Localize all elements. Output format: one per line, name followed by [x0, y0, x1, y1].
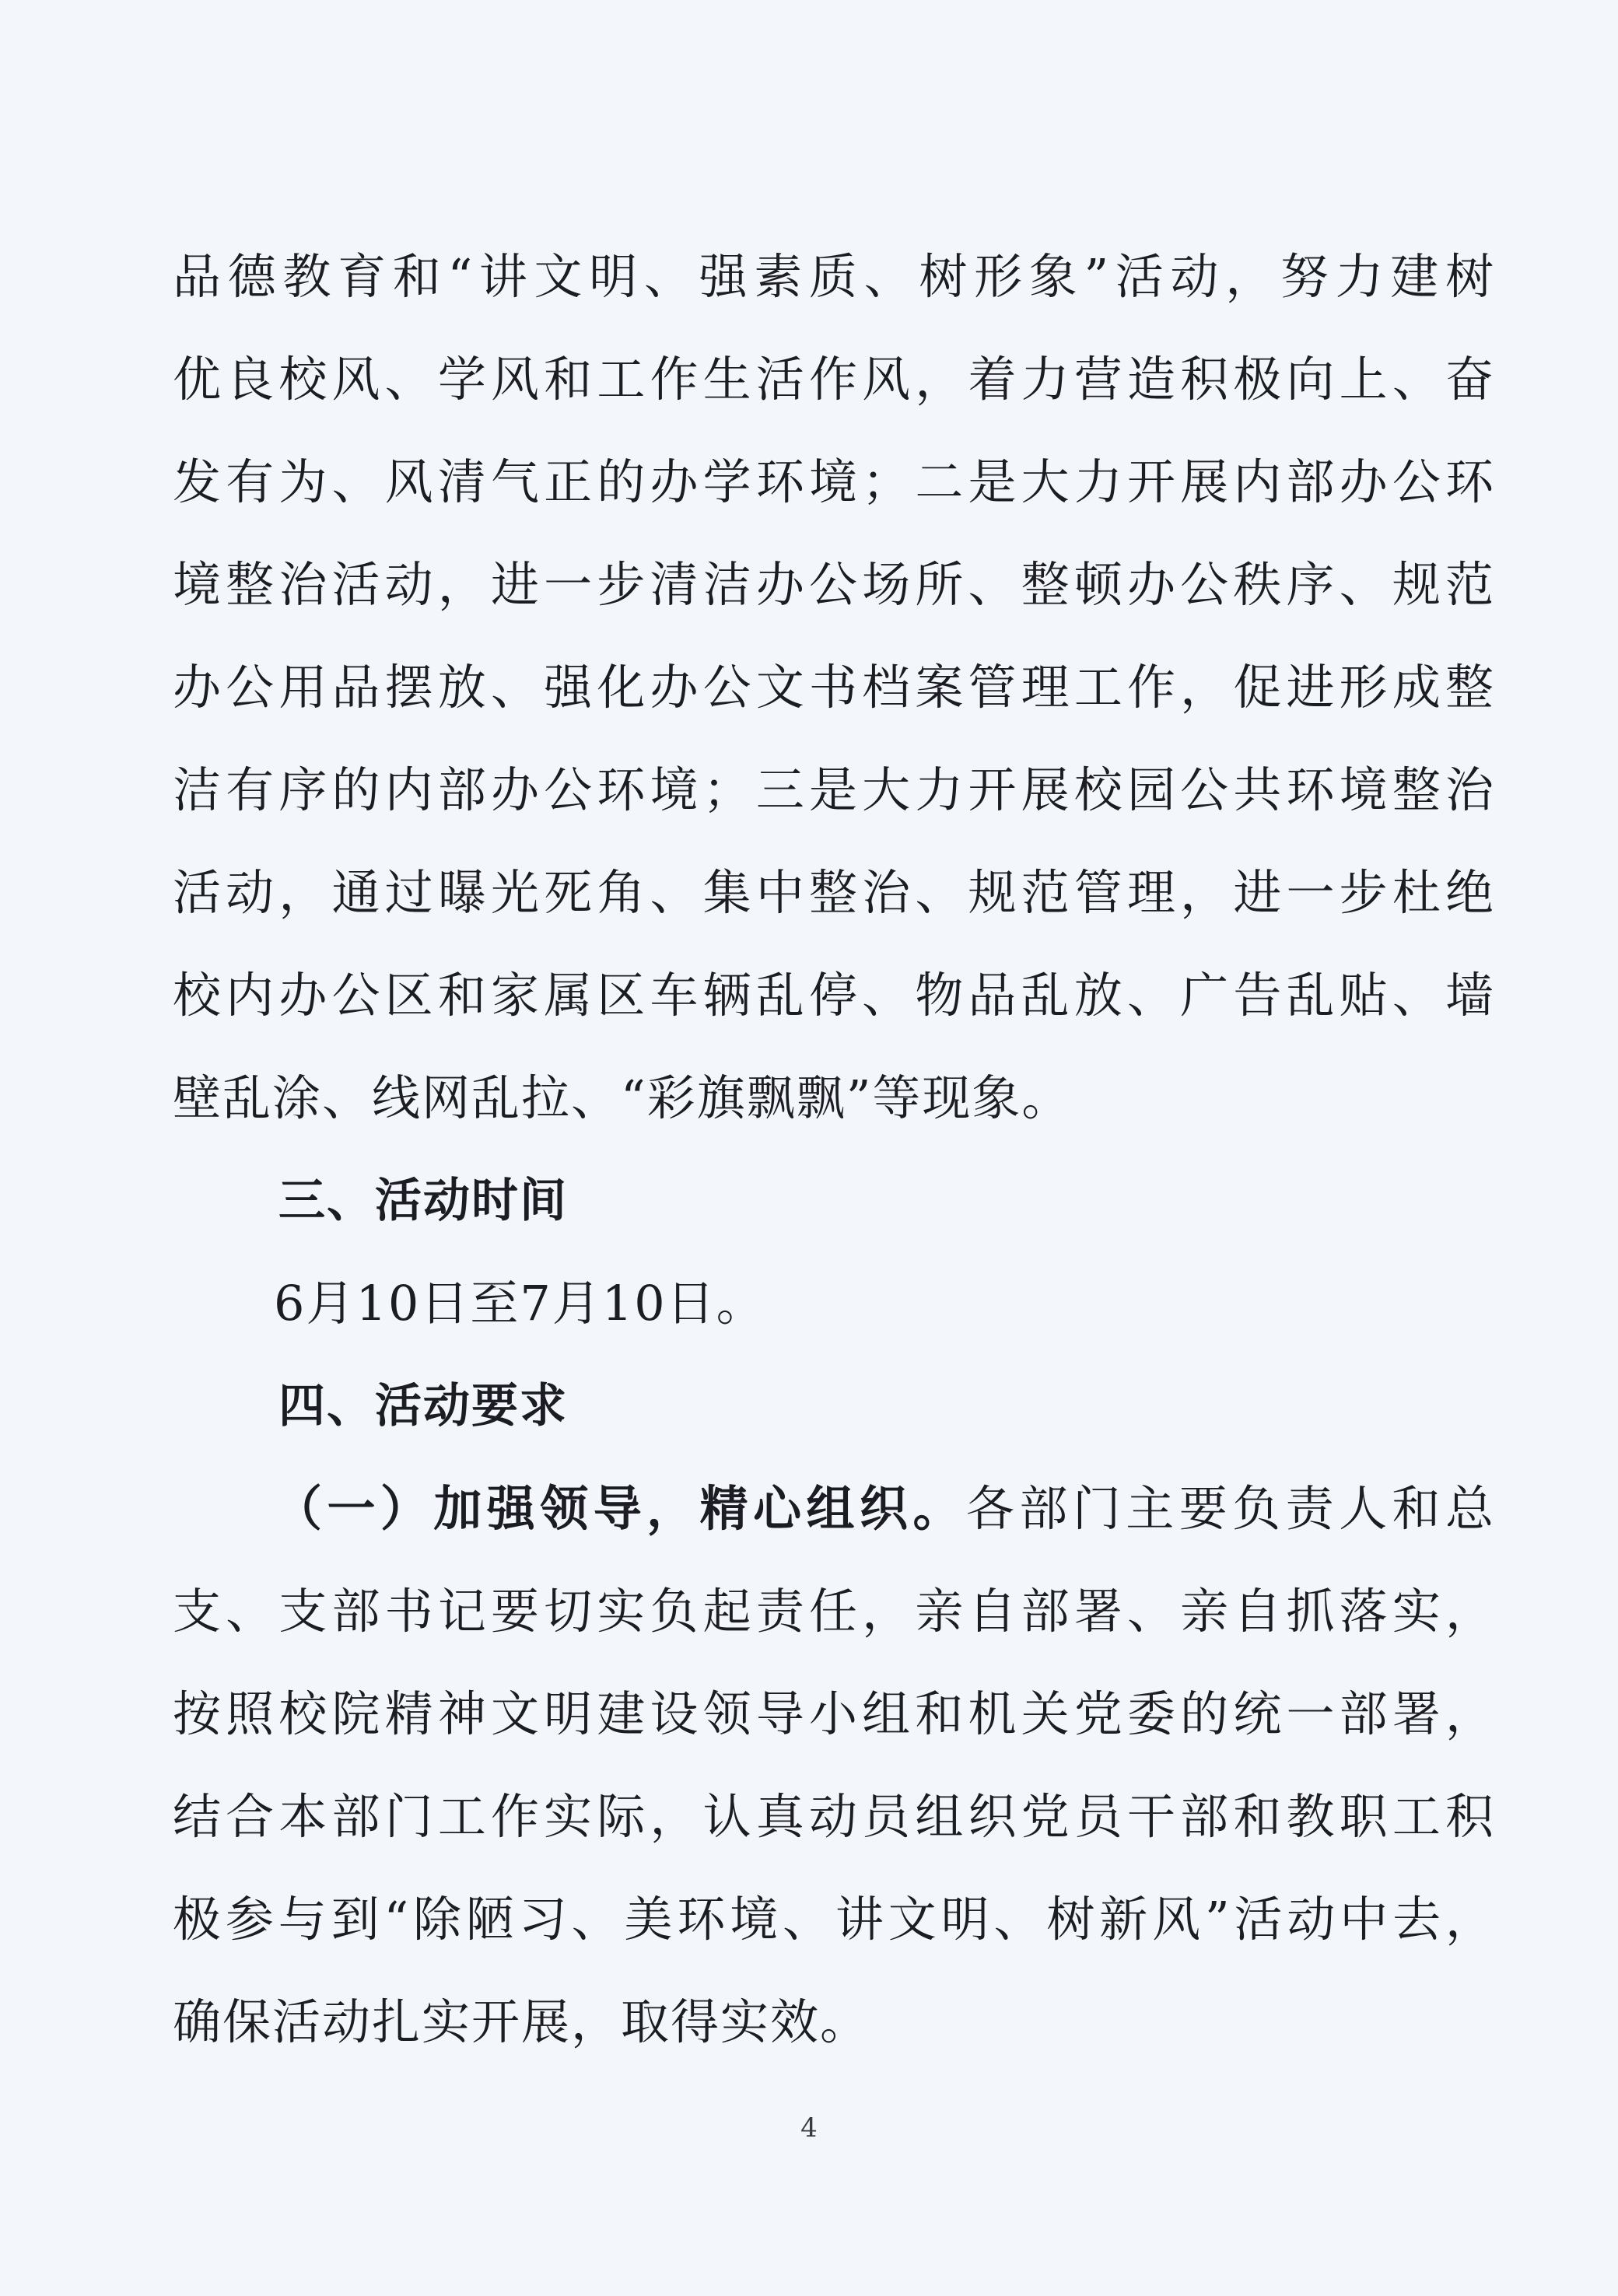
- paragraph-line: 洁有序的内部办公环境；三是大力开展校园公共环境整治: [173, 761, 1495, 818]
- paragraph-line: 结合本部门工作实际，认真动员组织党员干部和教职工积: [173, 1788, 1495, 1845]
- paragraph-line: 按照校院精神文明建设领导小组和机关党委的统一部署，: [173, 1685, 1495, 1742]
- paragraph-line: 品德教育和“讲文明、强素质、树形象”活动，努力建树: [173, 248, 1495, 305]
- paragraph-line: 壁乱涂、线网乱拉、“彩旗飘飘”等现象。: [173, 1069, 1072, 1126]
- section-heading-activity-time: 三、活动时间: [278, 1174, 568, 1228]
- paragraph-line: 活动，通过曝光死角、集中整治、规范管理，进一步杜绝: [173, 864, 1495, 921]
- paragraph-line: 办公用品摆放、强化办公文书档案管理工作，促进形成整: [173, 659, 1495, 716]
- paragraph-line: 校内办公区和家属区车辆乱停、物品乱放、广告乱贴、墙: [173, 967, 1495, 1024]
- document-body: [173, 226, 1495, 2074]
- paragraph-line: 支、支部书记要切实负起责任，亲自部署、亲自抓落实，: [173, 1583, 1495, 1640]
- requirement-1-text: 各部门主要负责人和总: [965, 1480, 1495, 1537]
- requirement-1-first-line: [173, 1458, 1495, 1560]
- paragraph-line: 优良校风、学风和工作生活作风，着力营造积极向上、奋: [173, 351, 1495, 408]
- activity-time-text: 6月10日至7月10日。: [274, 1275, 766, 1332]
- section-heading-activity-requirements: 四、活动要求: [278, 1379, 568, 1433]
- paragraph-line: 确保活动扎实开展，取得实效。: [173, 1993, 870, 2050]
- paragraph-line: 境整治活动，进一步清洁办公场所、整顿办公秩序、规范: [173, 556, 1495, 613]
- paragraph-line: 发有为、风清气正的办学环境；二是大力开展内部办公环: [173, 453, 1495, 510]
- page-number: 4: [800, 2112, 818, 2144]
- paragraph-line: 极参与到“除陋习、美环境、讲文明、树新风”活动中去，: [173, 1891, 1495, 1948]
- requirement-1-title: （一）加强领导，精心组织。: [274, 1480, 966, 1537]
